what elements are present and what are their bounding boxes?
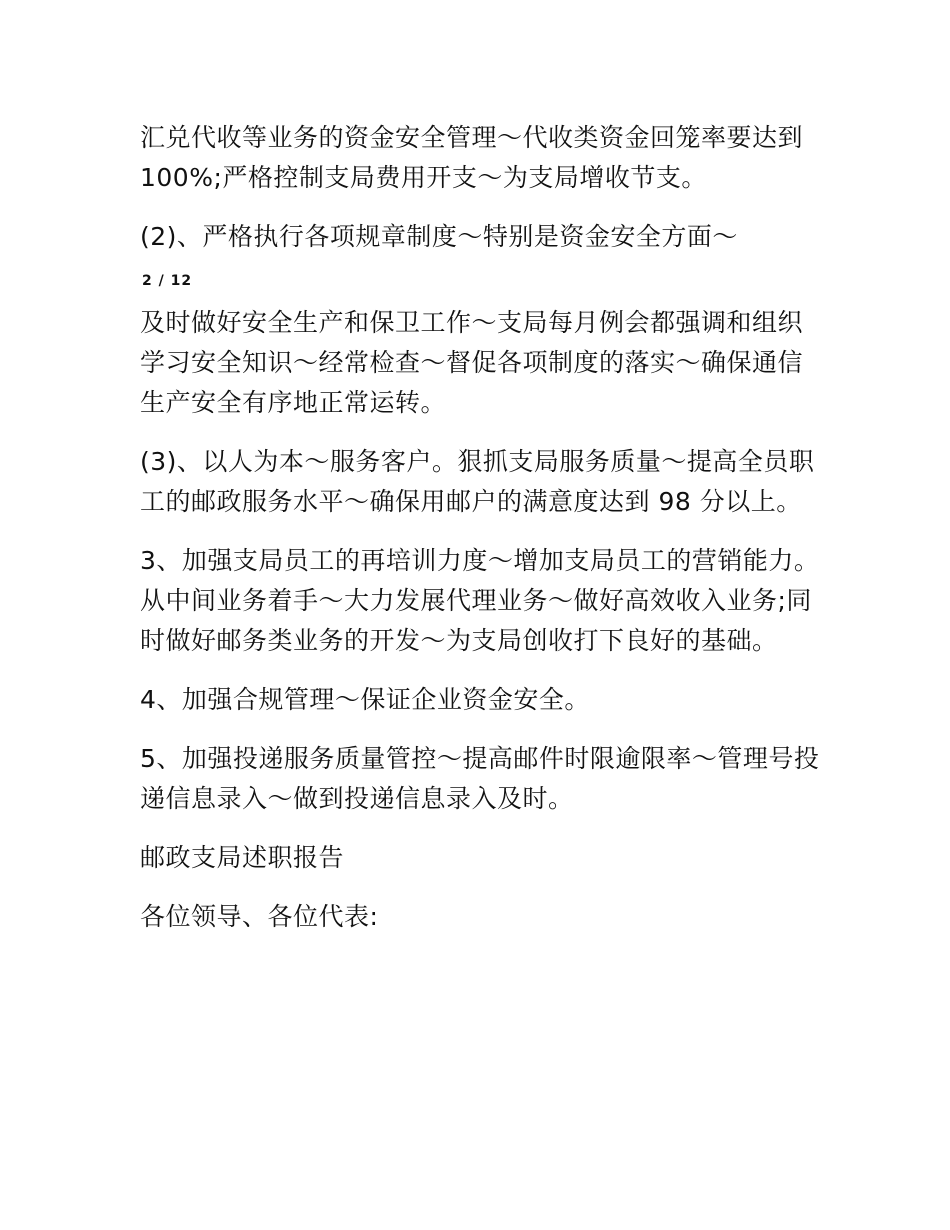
paragraph-security-work: 及时做好安全生产和保卫工作～支局每月例会都强调和组织学习安全知识～经常检查～督促各项制度的落实～确保通信生产安全有序地正常运转。: [140, 308, 804, 417]
salutation: 各位领导、各位代表:: [140, 902, 379, 931]
document-body: [140, 118, 820, 937]
section-title: 邮政支局述职报告: [140, 843, 345, 872]
paragraph-customer-service: (3)、以人为本～服务客户。狠抓支局服务质量～提高全员职工的邮政服务水平～确保用邮户的满意度达到 98 分以上。: [140, 447, 815, 516]
paragraph-staff-training: 3、加强支局员工的再培训力度～增加支局员工的营销能力。从中间业务着手～大力发展代理业务～做好高效收入业务;同时做好邮务类业务的开发～为支局创收打下良好的基础。: [140, 546, 820, 655]
paragraph-fund-safety: 汇兑代收等业务的资金安全管理～代收类资金回笼率要达到 100%;严格控制支局费用开支～为支局增收节支。: [140, 123, 804, 192]
page-number: 2 / 12: [142, 273, 193, 289]
paragraph-regulations: (2)、严格执行各项规章制度～特别是资金安全方面～: [140, 222, 738, 251]
paragraph-compliance: 4、加强合规管理～保证企业资金安全。: [140, 685, 590, 714]
paragraph-delivery-quality: 5、加强投递服务质量管控～提高邮件时限逾限率～管理号投递信息录入～做到投递信息录入及时。: [140, 744, 820, 813]
